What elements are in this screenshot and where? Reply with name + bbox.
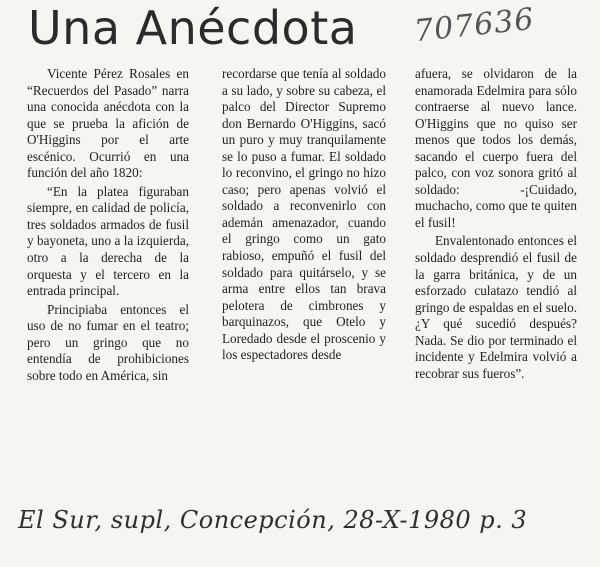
paragraph: “En la platea figuraban siempre, en calidad de policía, tres soldados armados de fusil y bayoneta, uno a la izquierda, otro a la derecha de la orquesta y el tercero en la entrada principal.: [27, 183, 189, 299]
paragraph: Vicente Pérez Rosales en “Recuerdos del Pasado” narra una conocida anécdota con la que se prueba la afición de O'Higgins por el arte escénico. Ocurrió en una función del año 1820:: [27, 66, 189, 181]
paragraph: recordarse que tenía al soldado a su lado, y sobre su cabeza, el palco del Director Supremo don Bernardo O'Higgins, sacó un puro y muy tranquilamente se lo puso a fumar. El soldado lo reconvino, el gringo no hizo caso; pero apenas volvió el soldado a reconvenirlo con ademán amenazador, cuando el gringo como un gato rabioso, empuñó el fusil del soldado para quitárselo, y se arma entre ellos tan brava pelotera de cimbrones y barquinazos, que Otelo y Loredado desde el proscenio y los espectadores desde: [222, 66, 386, 363]
article-title: Una Anécdota: [28, 1, 358, 55]
catalog-number: 707636: [412, 1, 537, 50]
paragraph: Envalentonado entonces el soldado desprendió el fusil de la garra británica, y de un esforzado culatazo tendió al gringo de espaldas en el suelo. ¿Y qué sucedió después? Nada. Se dio por terminado el incidente y Edelmira volvió a recobrar sus fueros”.: [415, 233, 577, 381]
source-note: El Sur, supl, Concepción, 28-X-1980 p. 3: [18, 506, 528, 534]
article-column-3: [415, 66, 577, 382]
article-column-2: [222, 66, 386, 364]
article-column-1: [27, 66, 189, 384]
paragraph: afuera, se olvidaron de la enamorada Edelmira para sólo contraerse al nuevo lance. O'Higgins que no quiso ser menos que todos los demás, sacando el cuerpo fuera del palco, con voz sonora gritó al soldado: -¡Cuidado, muchacho, como que te quiten el fusil!: [415, 66, 577, 230]
paragraph: Principiaba entonces el uso de no fumar en el teatro; pero un gringo que no entendía de prohibiciones sobre todo en América, sin: [27, 301, 189, 383]
